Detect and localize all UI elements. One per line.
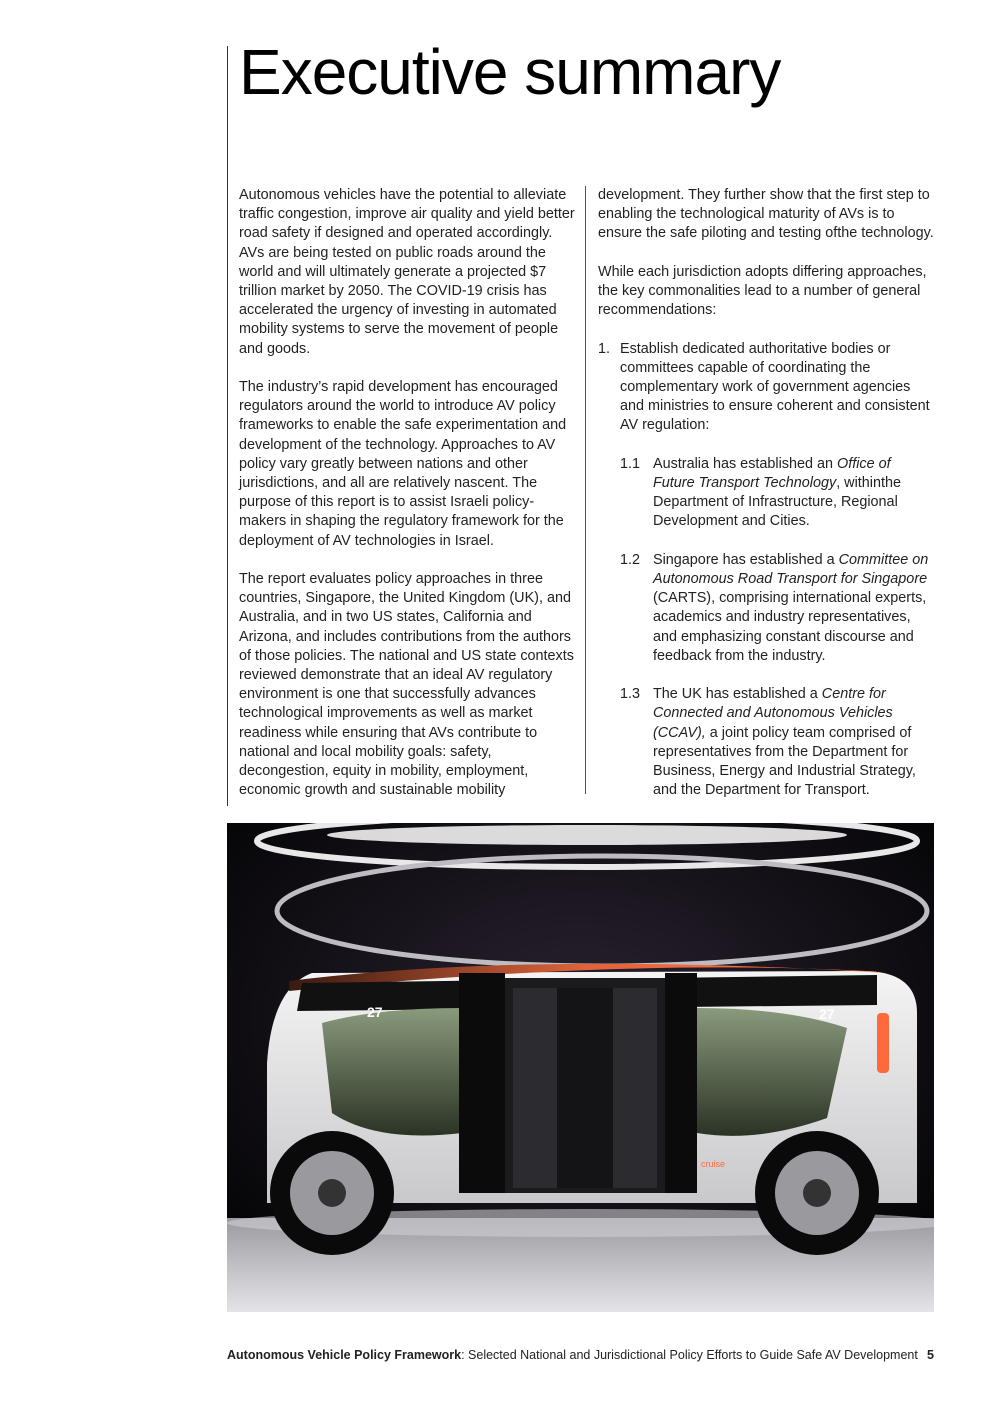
- body-name: Office of Future Transport Technology: [653, 455, 891, 491]
- body-name: Centre for Connected and Autonomous Vehicles (CCAV),: [653, 686, 893, 741]
- recommendation-number: 1.: [598, 340, 611, 357]
- footer: [227, 1348, 934, 1362]
- recommendations-intro: While each jurisdiction adopts differing approaches, the key commonalities lead to a number of general recommendations:: [598, 263, 927, 319]
- left-column: [239, 186, 575, 820]
- page-number: 5: [927, 1348, 934, 1362]
- paragraph: Autonomous vehicles have the potential to alleviate traffic congestion, improve air quality and yield better road safety if designed and operated accordingly. AVs are being tested on public roads around the world and will ultimately generate a projected $7 trillion market by 2050. The COVID-19 crisis has accelerated the urgency of investing in automated mobility systems to serve the movement of people and goods.: [239, 187, 575, 357]
- subitem-text: Singapore has established a Committee on Autonomous Road Transport for Singapore (CARTS), comprising international experts, academics and industry representatives, and emphasizing constant discourse and feedback from the industry.: [653, 551, 929, 664]
- subitem-text: The UK has established a Centre for Connected and Autonomous Vehicles (CCAV), a joint policy team comprised of representatives from the Department for Business, Energy and Industrial Strategy, and the Department for Transport.: [653, 686, 916, 799]
- paragraph-continuation: development. They further show that the first step to enabling the technological maturity of AVs is to ensure the safe piloting and testing ofthe technology.: [598, 187, 934, 242]
- subitem: [620, 455, 934, 532]
- column-divider: [585, 186, 586, 794]
- subitem: [620, 685, 934, 800]
- vehicle-number-right: 27: [819, 1006, 835, 1022]
- paragraph: The report evaluates policy approaches in three countries, Singapore, the United Kingdom (UK), and Australia, and in two US states, California and Arizona, and includes contributions from the authors of those policies. The national and US state contexts reviewed demonstrate that an ideal AV regulatory environment is one that successfully advances technological improvements as well as market readiness while ensuring that AVs contribute to national and local mobility goals: safety, decongestion, equity in mobility, employment, economic growth and sustainable mobility: [239, 571, 574, 799]
- vertical-rule: [227, 46, 228, 806]
- recommendation-item: [598, 340, 934, 436]
- subitem-number: 1.1: [620, 455, 641, 472]
- brand-label: cruise: [701, 1159, 726, 1169]
- subitem-number: 1.3: [620, 686, 641, 703]
- vehicle-photo: [227, 823, 934, 1312]
- body-name: Committee on Autonomous Road Transport for Singapore: [653, 551, 929, 587]
- subitem-number: 1.2: [620, 551, 641, 568]
- footer-subtitle: : Selected National and Jurisdictional Policy Efforts to Guide Safe AV Development: [461, 1348, 918, 1362]
- subitem: [620, 551, 934, 666]
- subitem-text: Australia has established an Office of Future Transport Technology, withinthe Department of Infrastructure, Regional Development and Cities.: [653, 455, 901, 530]
- recommendation-text: Establish dedicated authoritative bodies or committees capable of coordinating the complementary work of government agencies and ministries to ensure coherent and consistent AV regulation:: [620, 340, 930, 434]
- vehicle-number-left: 27: [367, 1004, 383, 1020]
- paragraph: The industry’s rapid development has encouraged regulators around the world to introduce AV policy frameworks to enable the safe experimentation and development of the technology. Approaches to AV policy vary greatly between nations and other jurisdictions, and all are relatively nascent. The purpose of this report is to assist Israeli policy-makers in shaping the regulatory framework for the deployment of AV technologies in Israel.: [239, 379, 567, 549]
- footer-report-title: Autonomous Vehicle Policy Framework: [227, 1348, 462, 1362]
- page-title: Executive summary: [239, 36, 781, 108]
- right-column: [598, 186, 934, 820]
